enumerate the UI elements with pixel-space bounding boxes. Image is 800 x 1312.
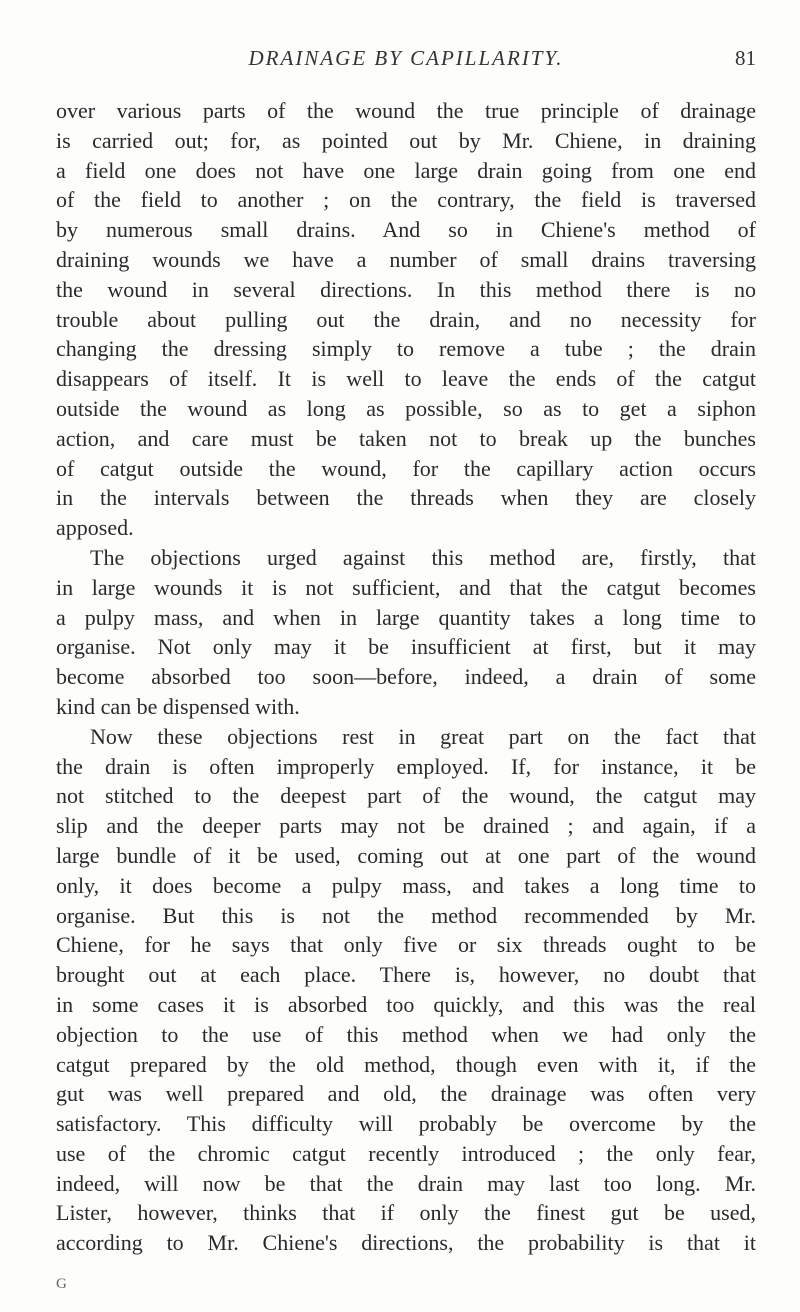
paragraph-first-line: The objections urged against this method are, firstly, that (90, 544, 756, 570)
text-line: by numerous small drains. And so in Chiene's method of (56, 217, 756, 243)
text-line: action, and care must be taken not to break up the bunches (56, 425, 756, 451)
text-line: catgut prepared by the old method, though even with it, if the (56, 1051, 756, 1077)
text-line: according to Mr. Chiene's directions, the probability is that it (56, 1230, 756, 1256)
body-text (56, 96, 756, 1258)
text-line: kind can be dispensed with. (56, 693, 300, 719)
text-line: a pulpy mass, and when in large quantity takes a long time to (56, 604, 756, 630)
text-line: over various parts of the wound the true principle of drainage (56, 98, 756, 123)
text-line: use of the chromic catgut recently introduced ; the only fear, (56, 1140, 756, 1166)
text-line: disappears of itself. It is well to leave the ends of the catgut (56, 366, 756, 392)
running-title: DRAINAGE BY CAPILLARITY. (248, 46, 564, 70)
text-line: Chiene, for he says that only five or six threads ought to be (56, 932, 756, 958)
text-line: a field one does not have one large drain going from one end (56, 157, 756, 183)
signature-mark: G (56, 1276, 67, 1292)
text-line: the drain is often improperly employed. If, for instance, it be (56, 753, 756, 779)
text-line: gut was well prepared and old, the drainage was often very (56, 1081, 756, 1107)
text-line: changing the dressing simply to remove a tube ; the drain (56, 336, 756, 362)
text-line: become absorbed too soon—before, indeed, a drain of some (56, 664, 756, 690)
text-line: apposed. (56, 515, 134, 541)
text-line: slip and the deeper parts may not be drained ; and again, if a (56, 813, 756, 839)
page-number: 81 (735, 46, 756, 70)
text-line: large bundle of it be used, coming out at one part of the wound (56, 842, 756, 868)
text-line: of the field to another ; on the contrary, the field is traversed (56, 187, 756, 213)
text-line: only, it does become a pulpy mass, and takes a long time to (56, 872, 756, 898)
text-line: organise. Not only may it be insufficient at first, but it may (56, 634, 756, 660)
text-line: satisfactory. This difficulty will probably be overcome by the (56, 1111, 756, 1137)
text-line: draining wounds we have a number of small drains traversing (56, 246, 756, 272)
text-line: Lister, however, thinks that if only the finest gut be used, (56, 1200, 756, 1226)
text-line: in large wounds it is not sufficient, and that the catgut becomes (56, 574, 756, 600)
text-line: outside the wound as long as possible, so as to get a siphon (56, 395, 756, 421)
text-line: in some cases it is absorbed too quickly, and this was the real (56, 991, 756, 1017)
text-line: objection to the use of this method when we had only the (56, 1021, 756, 1047)
text-line: of catgut outside the wound, for the capillary action occurs (56, 455, 756, 481)
text-line: the wound in several directions. In this method there is no (56, 276, 756, 302)
paragraph-first-line: Now these objections rest in great part on the fact that (90, 723, 756, 749)
text-line: is carried out; for, as pointed out by Mr. Chiene, in draining (56, 127, 756, 153)
running-head (56, 46, 756, 80)
text-line: in the intervals between the threads when they are closely (56, 485, 756, 511)
text-line: trouble about pulling out the drain, and no necessity for (56, 306, 756, 332)
text-line: brought out at each place. There is, however, no doubt that (56, 962, 756, 988)
text-line: indeed, will now be that the drain may last too long. Mr. (56, 1170, 756, 1196)
text-line: not stitched to the deepest part of the wound, the catgut may (56, 783, 756, 809)
text-line: organise. But this is not the method recommended by Mr. (56, 902, 756, 928)
